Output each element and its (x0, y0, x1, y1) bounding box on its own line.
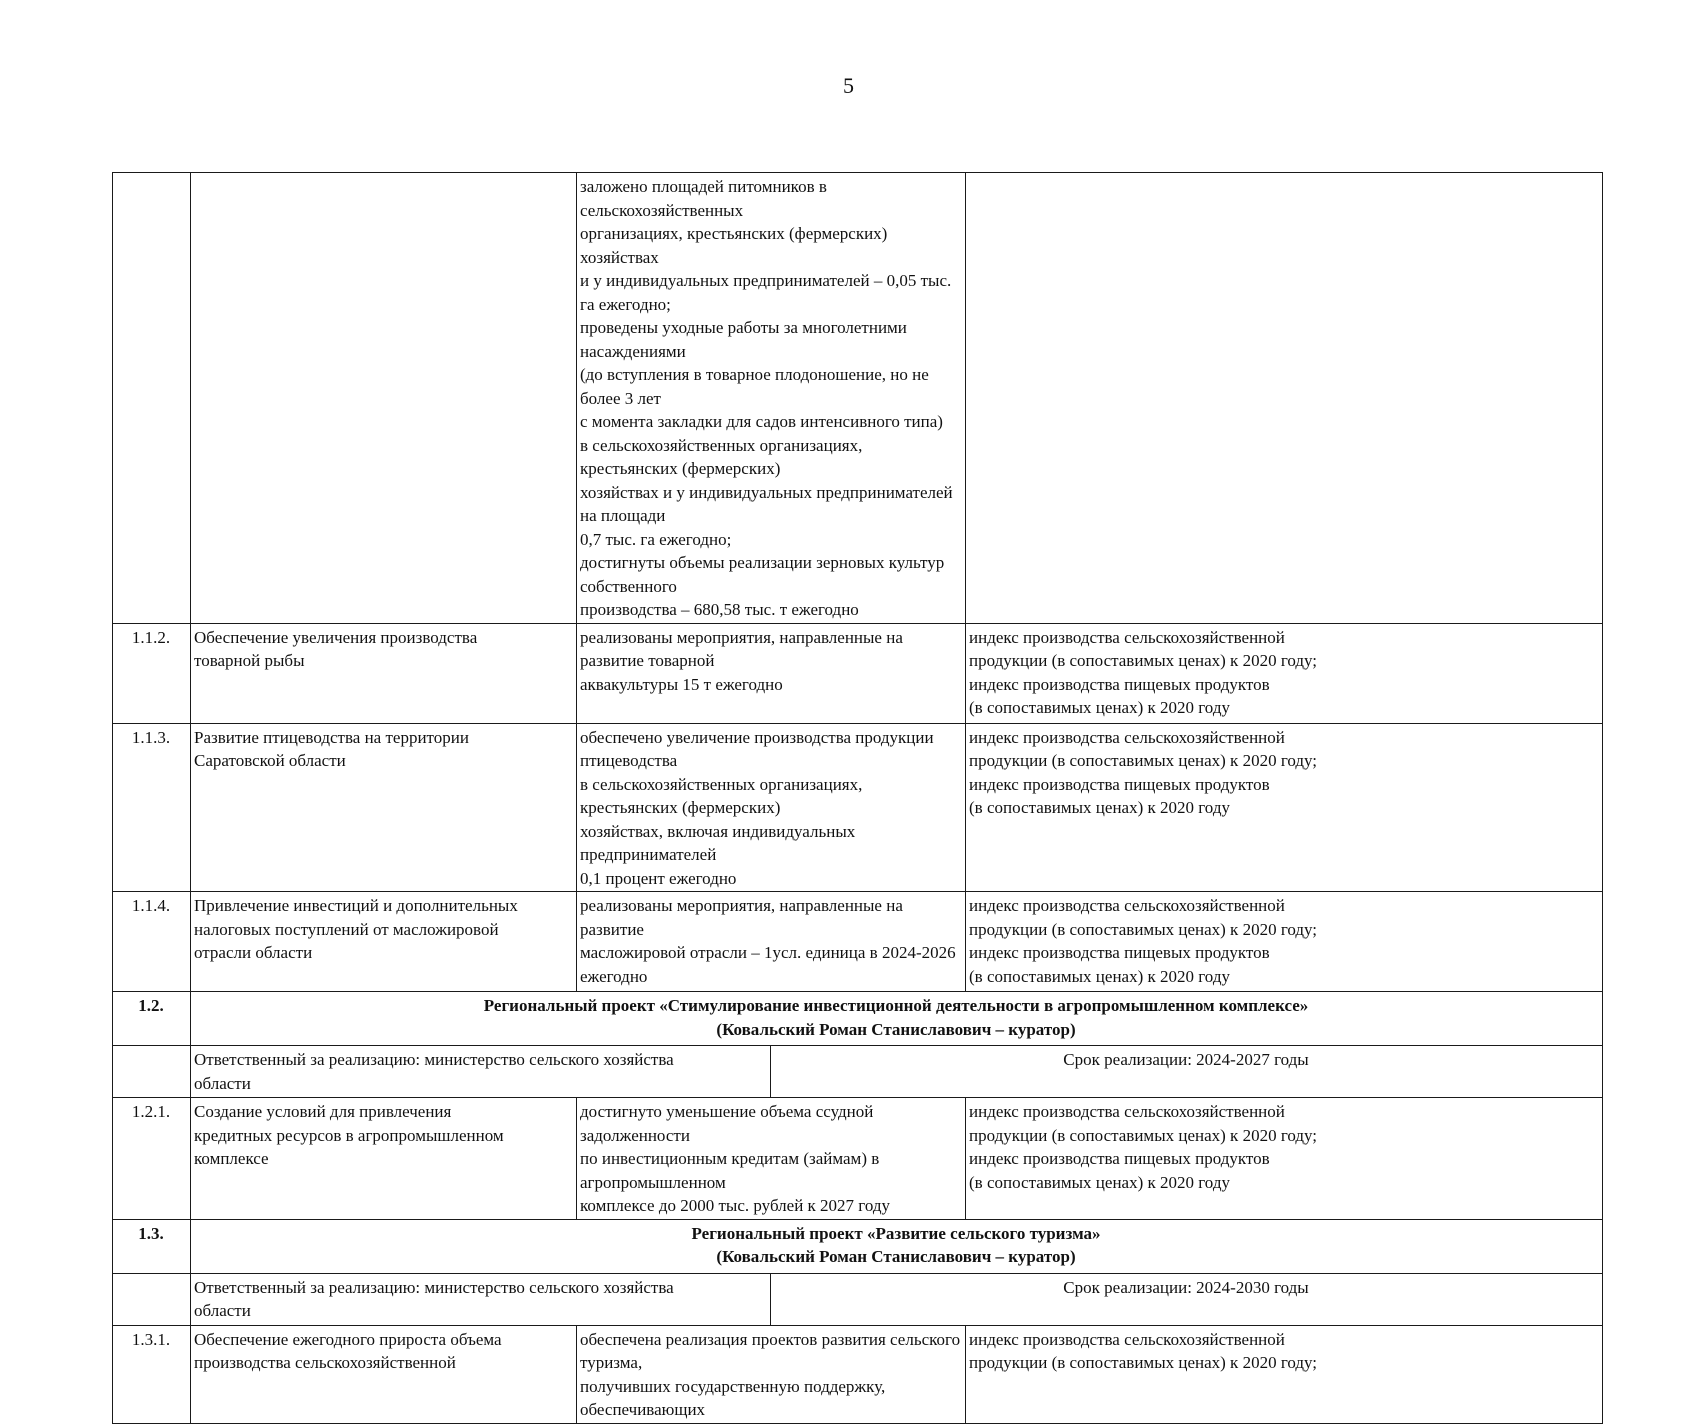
result-cell: реализованы мероприятия, направленные на развитие масложировой отрасли – 1усл. единица в 2024-2026 ежегодно (577, 892, 966, 992)
row-number-cell (113, 173, 191, 624)
section-title (191, 1219, 1603, 1273)
row-number-cell (113, 1273, 191, 1325)
table-row (113, 1325, 1603, 1423)
task-cell: Обеспечение увеличения производства товарной рыбы (191, 623, 577, 723)
indicator-cell: индекс производства сельскохозяйственной продукции (в сопоставимых ценах) к 2020 году; (966, 1325, 1603, 1423)
period-cell: Срок реализации: 2024-2030 годы (771, 1273, 1603, 1325)
table-row (113, 623, 1603, 723)
indicator-cell: индекс производства сельскохозяйственной продукции (в сопоставимых ценах) к 2020 году; индекс производства пищевых продуктов (в сопоставимых ценах) к 2020 году (966, 1098, 1603, 1220)
row-number-cell: 1.1.3. (113, 723, 191, 892)
section-title-line: Региональный проект «Развитие сельского туризма» (691, 1223, 1101, 1243)
responsible-cell: Ответственный за реализацию: министерство сельского хозяйства области (191, 1046, 771, 1098)
task-cell: Развитие птицеводства на территории Саратовской области (191, 723, 577, 892)
table-row (113, 173, 1603, 624)
row-number-cell: 1.3.1. (113, 1325, 191, 1423)
table-row (113, 723, 1603, 892)
section-number: 1.2. (113, 992, 191, 1046)
row-number-cell: 1.2.1. (113, 1098, 191, 1220)
indicator-cell: индекс производства сельскохозяйственной продукции (в сопоставимых ценах) к 2020 году; индекс производства пищевых продуктов (в сопоставимых ценах) к 2020 году (966, 892, 1603, 992)
period-cell: Срок реализации: 2024-2027 годы (771, 1046, 1603, 1098)
task-cell: Обеспечение ежегодного прироста объема производства сельскохозяйственной (191, 1325, 577, 1423)
indicator-cell (966, 173, 1603, 624)
result-cell: обеспечена реализация проектов развития сельского туризма, получивших государственную поддержку, обеспечивающих (577, 1325, 966, 1423)
section-curator-line: (Ковальский Роман Станиславович – куратор) (716, 1019, 1076, 1039)
task-cell: Привлечение инвестиций и дополнительных налоговых поступлений от масложировой отрасли области (191, 892, 577, 992)
indicator-cell: индекс производства сельскохозяйственной продукции (в сопоставимых ценах) к 2020 году; индекс производства пищевых продуктов (в сопоставимых ценах) к 2020 году (966, 723, 1603, 892)
section-title-line: Региональный проект «Стимулирование инвестиционной деятельности в агропромышленном комплексе» (483, 996, 1309, 1015)
result-cell: обеспечено увеличение производства продукции птицеводства в сельскохозяйственных организациях, крестьянских (фермерских) хозяйствах, включая индивидуальных предпринимателей 0,1 процент ежегодно (577, 723, 966, 892)
section-number: 1.3. (113, 1219, 191, 1273)
responsible-cell: Ответственный за реализацию: министерство сельского хозяйства области (191, 1273, 771, 1325)
row-number-cell: 1.1.4. (113, 892, 191, 992)
table-row (113, 1098, 1603, 1220)
row-number-cell (113, 1046, 191, 1098)
section-header-row (113, 1219, 1603, 1273)
section-header-row (113, 992, 1603, 1046)
task-cell: Создание условий для привлечения кредитных ресурсов в агропромышленном комплексе (191, 1098, 577, 1220)
section-curator-line: (Ковальский Роман Станиславович – куратор) (716, 1247, 1076, 1266)
section-title (191, 992, 1603, 1046)
task-cell (191, 173, 577, 624)
result-cell: достигнуто уменьшение объема ссудной задолженности по инвестиционным кредитам (займам) в агропромышленном комплексе до 2000 тыс. рублей к 2027 году (577, 1098, 966, 1220)
measures-table (112, 172, 1603, 1424)
section-meta-row (113, 1046, 1603, 1098)
section-meta-row (113, 1273, 1603, 1325)
result-cell: реализованы мероприятия, направленные на развитие товарной аквакультуры 15 т ежегодно (577, 623, 966, 723)
page-number: 5 (843, 73, 854, 98)
table-row (113, 892, 1603, 992)
result-cell: заложено площадей питомников в сельскохозяйственных организациях, крестьянских (фермерских) хозяйствах и у индивидуальных предпринимателей – 0,05 тыс. га ежегодно; проведены уходные работы за многолетними насаждениями (до вступления в товарное плодоношение, но не более 3 лет с момента закладки для садов интенсивного типа) в сельскохозяйственных организациях, крестьянских (фермерских) хозяйствах и у индивидуальных предпринимателей на площади 0,7 тыс. га ежегодно; достигнуты объемы реализации зерновых культур собственного производства – 680,58 тыс. т ежегодно (577, 173, 966, 624)
row-number-cell: 1.1.2. (113, 623, 191, 723)
indicator-cell: индекс производства сельскохозяйственной продукции (в сопоставимых ценах) к 2020 году; индекс производства пищевых продуктов (в сопоставимых ценах) к 2020 году (966, 623, 1603, 723)
